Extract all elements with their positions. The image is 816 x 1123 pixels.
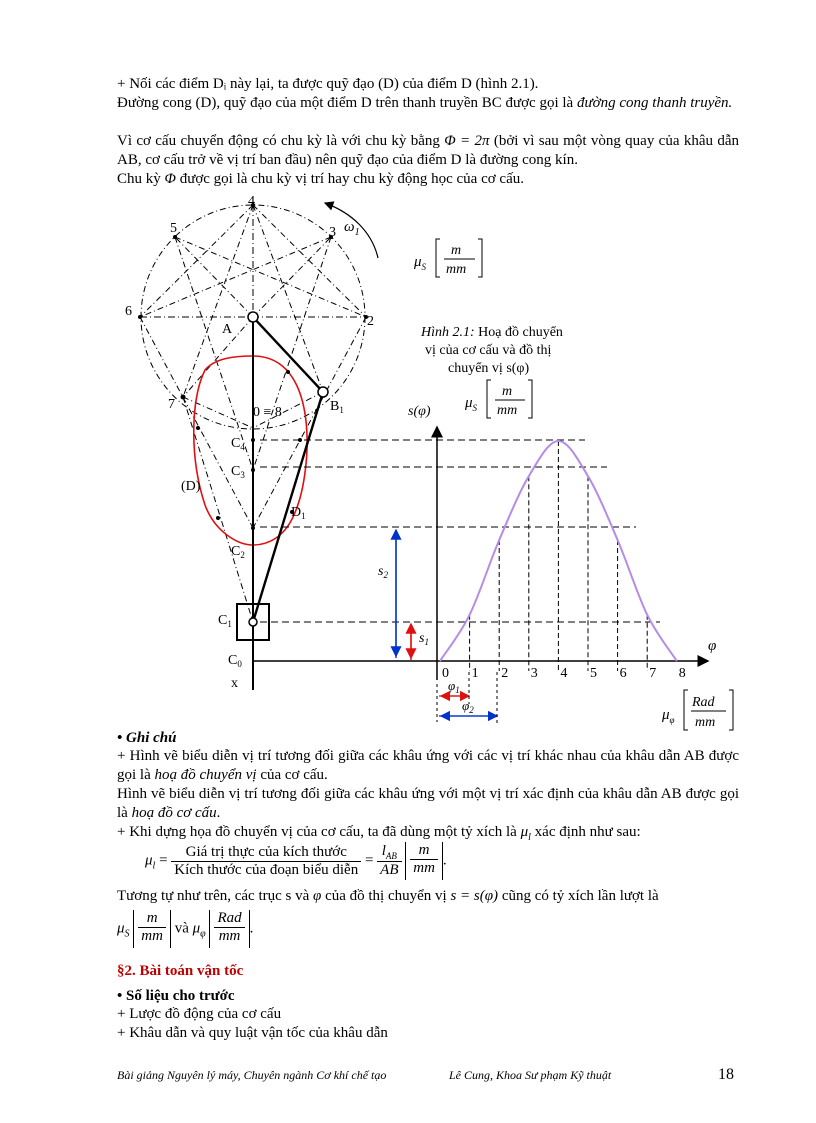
- intro-text-4b: được gọi là chu kỳ vị trí hay chu kỳ động học của cơ cấu.: [175, 171, 524, 187]
- crank-num-3: 3: [329, 225, 336, 240]
- omega-label: $\omega_1$: [344, 219, 360, 238]
- given-title: • Số liệu cho trước: [117, 988, 235, 1004]
- svg-text:mm: mm: [497, 403, 518, 418]
- label-c1: $C_1$: [218, 613, 232, 629]
- intro-line-4: [117, 170, 524, 189]
- notes-line-4: Tương tự như trên, các trục s và φ của đồ thị chuyển vị s = s(φ) cũng có tỷ xích lần lượt là: [117, 888, 659, 904]
- intro-text-1: + Nối các điểm Dᵢ này lại, ta được quỹ đạo (D) của điểm D (hình 2.1).: [117, 76, 539, 92]
- crank-num-5: 5: [170, 221, 177, 236]
- phi-tick-0: 0: [442, 666, 449, 681]
- intro-line-3: [117, 132, 739, 170]
- figure-2-1: [0, 190, 816, 740]
- mu-s-scale-axis: [464, 380, 532, 418]
- crank-num-6: 6: [125, 304, 132, 319]
- footer-author: Lê Cung, Khoa Sư phạm Kỹ thuật: [449, 1068, 612, 1082]
- joint-b1: [318, 387, 328, 397]
- phi-tick-8: 8: [678, 666, 686, 681]
- crank-num-2: 2: [367, 314, 374, 329]
- s-axis-label: s(φ): [408, 404, 431, 419]
- svg-text:mm: mm: [695, 715, 716, 730]
- label-c2: $C_2$: [231, 544, 245, 560]
- figure-caption-2: vị của cơ cấu và đồ thị: [425, 343, 552, 358]
- s1-label: $s_1$: [419, 631, 429, 647]
- figure-caption-3: chuyển vị s(φ): [448, 361, 530, 376]
- intro-phi-formula: Φ = 2π: [444, 133, 490, 149]
- section-2-title: §2. Bài toán vận tốc: [117, 963, 244, 979]
- intro-line-2: [117, 94, 732, 113]
- s2-label: $s_2$: [378, 564, 388, 580]
- notes-line-2: Hình vẽ biểu diễn vị trí tương đối giữa các khâu ứng với một vị trí xác định của khâu dẫn AB được gọi là hoạ đồ cơ cấu.: [117, 786, 739, 821]
- svg-text:m: m: [451, 243, 462, 258]
- chart-ticks: [442, 666, 686, 681]
- crank-num-7: 7: [168, 397, 175, 412]
- phi2-label: $\varphi_2$: [462, 698, 474, 715]
- page-number: 18: [718, 1066, 734, 1083]
- svg-text:μS: $\mu_S$: [465, 395, 478, 413]
- svg-text:mm: mm: [446, 262, 467, 277]
- intro-text-4a: Chu kỳ: [117, 171, 165, 187]
- svg-text:m: m: [502, 384, 513, 399]
- scale-formula: $\mu_l$ = $\frac{\text{Giá trị thực của kích thước}}{\text{Kích thước của đoạn biểu diễn}}$ = $\frac{l_{AB}}{AB}$ $\frac{m}{mm}$ .: [145, 842, 447, 878]
- label-x: x: [231, 676, 238, 691]
- crank-ab: [253, 317, 323, 392]
- svg-text:μφ: $\mu_\varphi$: [662, 707, 675, 725]
- phi-tick-3: 3: [530, 666, 538, 681]
- intro-text-2a: Đường cong (D), quỹ đạo của một điểm D trên thanh truyền BC được gọi là: [117, 95, 577, 111]
- intro-line-1: [117, 75, 538, 94]
- phi-tick-2: 2: [501, 666, 509, 681]
- crank-num-4: 4: [248, 194, 255, 209]
- phi-tick-7: 7: [649, 666, 657, 681]
- label-zero-eight: 0 ≡ 8: [253, 405, 282, 420]
- notes-title: • Ghi chú: [117, 730, 177, 746]
- label-c0: $C_0$: [228, 653, 242, 669]
- label-c3: $C_3$: [231, 464, 245, 480]
- phi-tick-4: 4: [560, 666, 568, 681]
- label-c4: $C_4$: [231, 436, 245, 452]
- projection-lines: [260, 440, 660, 622]
- notes-line-3: + Khi dựng họa đồ chuyển vị của cơ cấu, ta đã dùng một tỷ xích là $\mu_l$ xác định như sau:: [117, 824, 641, 843]
- intro-text-2b: đường cong thanh truyền.: [576, 95, 733, 111]
- mu-s-scale-top: [413, 239, 482, 277]
- given-item-1: + Lược đồ động của cơ cấu: [117, 1006, 282, 1022]
- chart-grid: [470, 441, 648, 671]
- svg-text:Rad: Rad: [692, 695, 715, 710]
- intro-phi: Φ: [164, 171, 176, 187]
- rod-bc: [253, 392, 323, 622]
- label-trajectory-d: (D): [181, 479, 201, 494]
- phi-tick-5: 5: [590, 666, 597, 681]
- given-item-2: + Khâu dẫn và quy luật vận tốc của khâu dẫn: [117, 1025, 388, 1041]
- figure-caption-1: Hình 2.1: Hoạ đồ chuyển: [421, 325, 563, 340]
- intro-text-3a: Vì cơ cấu chuyển động có chu kỳ là với chu kỳ bằng: [117, 133, 445, 149]
- svg-text:μS: $\mu_S$: [414, 254, 427, 272]
- phi-tick-1: 1: [471, 666, 479, 681]
- joint-c1: [249, 618, 257, 626]
- joint-a: [248, 312, 258, 322]
- phi-axis-label: φ: [708, 638, 717, 654]
- scales-line: $\mu_S$ $\frac{m}{mm}$ và $\mu_\varphi$ $\frac{\text{Rad}}{mm}$ .: [117, 910, 253, 948]
- label-b1: $B_1$: [330, 399, 344, 415]
- phi-tick-6: 6: [619, 666, 627, 681]
- label-d1: $D_1$: [291, 505, 306, 521]
- phi1-label: $\varphi_1$: [448, 678, 460, 695]
- footer-course: Bài giảng Nguyên lý máy, Chuyên ngành Cơ khí chế tạo: [117, 1068, 387, 1082]
- mu-phi-scale: [661, 690, 733, 730]
- notes-line-1: + Hình vẽ biểu diễn vị trí tương đối giữa các khâu ứng với các vị trí khác nhau của khâu dẫn AB được gọi là hoạ đồ chuyển vị của cơ cấu.: [117, 748, 739, 783]
- label-a: A: [222, 322, 233, 337]
- intro-text-3b: (bởi vì sau một vòng quay của khâu dẫn AB, cơ cấu trở về vị trí ban đầu) nên quỹ đạo của điểm D là đường cong kín.: [117, 133, 739, 168]
